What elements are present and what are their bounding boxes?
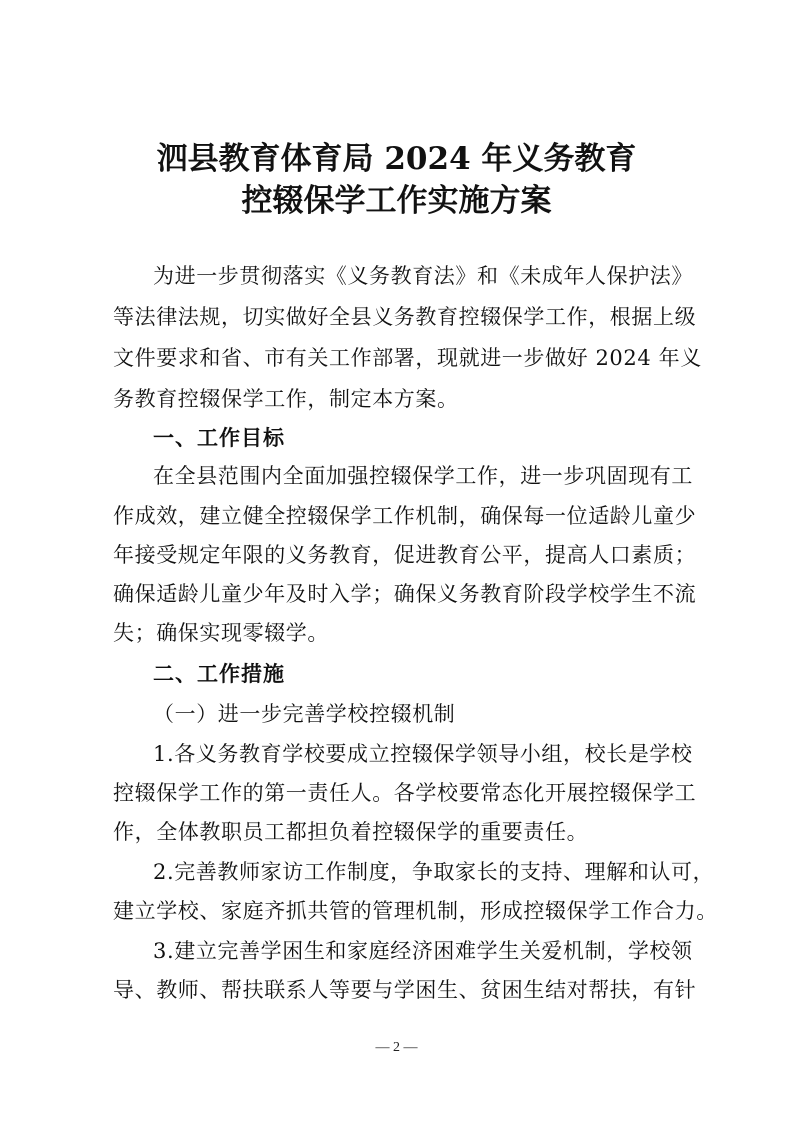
body-line: 导、教师、帮扶联系人等要与学困生、贫困生结对帮扶，有针 — [113, 978, 697, 1002]
body-line: 作，全体教职员工都担负着控辍保学的重要责任。 — [113, 820, 589, 844]
body-line: 失；确保实现零辍学。 — [113, 621, 329, 645]
body-line: 2.完善教师家访工作制度，争取家长的支持、理解和认可， — [153, 860, 715, 884]
body-line: 确保适龄儿童少年及时入学；确保义务教育阶段学校学生不流 — [113, 582, 697, 606]
body-line: 作成效，建立健全控辍保学工作机制，确保每一位适龄儿童少 — [113, 504, 697, 528]
body-line: 3.建立完善学困生和家庭经济困难学生关爱机制，学校领 — [153, 939, 693, 963]
body-line: 年接受规定年限的义务教育，促进教育公平，提高人口素质； — [113, 543, 697, 567]
body-line: 在全县范围内全面加强控辍保学工作，进一步巩固现有工 — [153, 464, 693, 488]
document-title-line-2: 控辍保学工作实施方案 — [241, 183, 552, 219]
body-line: 1.各义务教育学校要成立控辍保学领导小组，校长是学校 — [153, 742, 693, 766]
section-heading-measures: 二、工作措施 — [153, 662, 285, 686]
subsection-heading: （一）进一步完善学校控辍机制 — [153, 702, 456, 726]
body-line: 务教育控辍保学工作，制定本方案。 — [113, 387, 459, 411]
page-number: — 2 — — [375, 1040, 418, 1055]
body-line: 等法律法规，切实做好全县义务教育控辍保学工作，根据上级 — [113, 305, 697, 329]
document-title-line-1: 泗县教育体育局 2024 年义务教育 — [156, 141, 637, 177]
body-line: 建立学校、家庭齐抓共管的管理机制，形成控辍保学工作合力。 — [113, 899, 718, 923]
section-heading-goals: 一、工作目标 — [153, 426, 285, 450]
body-line: 控辍保学工作的第一责任人。各学校要常态化开展控辍保学工 — [113, 781, 697, 805]
body-line: 为进一步贯彻落实《义务教育法》和《未成年人保护法》 — [153, 264, 693, 288]
body-line: 文件要求和省、市有关工作部署，现就进一步做好 2024 年义 — [113, 346, 702, 370]
